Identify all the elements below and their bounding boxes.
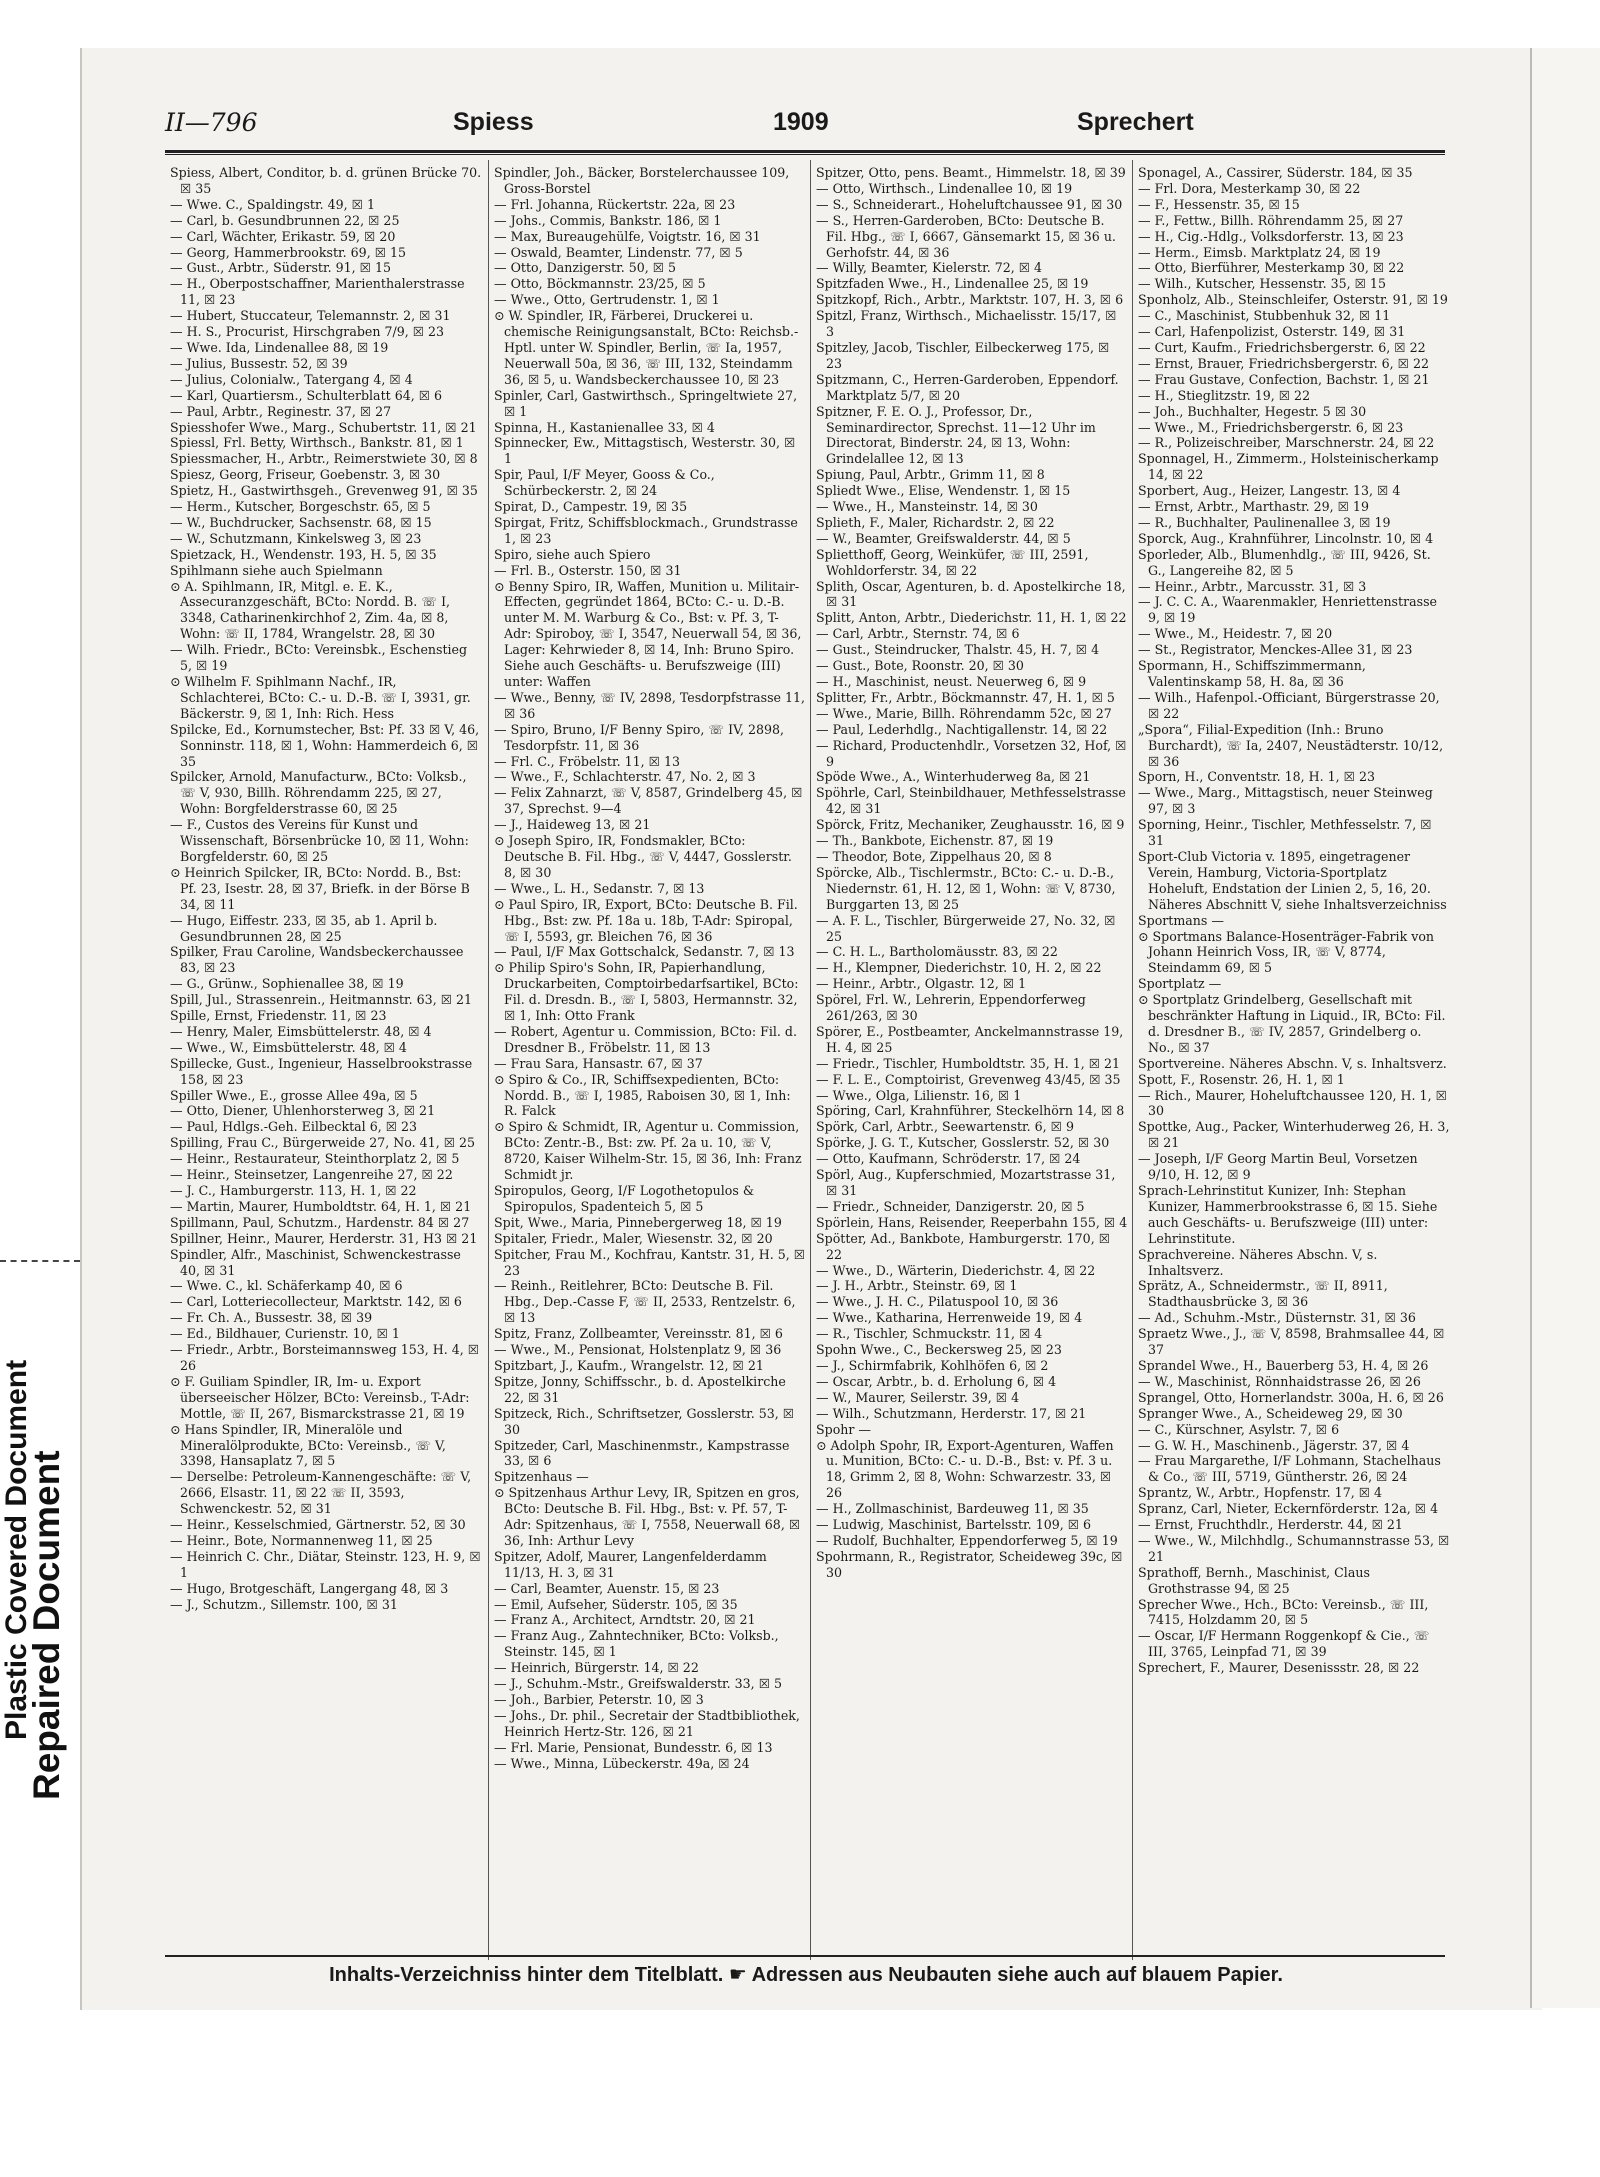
directory-entry: — R., Buchhalter, Paulinenallee 3, ☒ 19 — [1138, 514, 1391, 530]
directory-entry: ⊙ Sportplatz Grindelberg, Gesellschaft mit beschränkter Haftung in Liquid., IR, BCto: Fil. d. Dresdner B., ☏ IV, 2857, Grindelberg o. No., ☒ 37 — [1138, 992, 1446, 1055]
directory-entry: — Wwe. Ida, Lindenallee 88, ☒ 19 — [170, 339, 389, 355]
directory-entry: Spiller Wwe., E., grosse Allee 49a, ☒ 5 — [170, 1087, 418, 1103]
directory-entry: — Paul, Lederhdlg., Nachtigallenstr. 14, ☒ 22 — [816, 721, 1108, 737]
directory-entry: Spranger Wwe., A., Scheideweg 29, ☒ 30 — [1138, 1405, 1403, 1421]
directory-entry: Splith, Oscar, Agenturen, b. d. Apostelkirche 18, ☒ 31 — [816, 578, 1126, 610]
directory-entry: — Rich., Maurer, Hoheluftchaussee 120, H. 1, ☒ 30 — [1138, 1087, 1447, 1119]
directory-entry: Spinnecker, Ew., Mittagstisch, Westerstr. 30, ☒ 1 — [494, 435, 796, 467]
directory-entry: Sportvereine. Näheres Abschn. V, s. Inhaltsverz. — [1138, 1055, 1447, 1071]
directory-entry: — Hugo, Eiffestr. 233, ☒ 35, ab 1. April b. Gesundbrunnen 28, ☒ 25 — [170, 912, 438, 944]
directory-entry: — Joseph, I/F Georg Martin Beul, Vorsetzen 9/10, H. 12, ☒ 9 — [1138, 1151, 1418, 1183]
directory-entry: — Ernst, Arbtr., Marthastr. 29, ☒ 19 — [1138, 499, 1369, 515]
directory-entry: Sprechert, F., Maurer, Desenissstr. 28, ☒ 22 — [1138, 1660, 1420, 1676]
directory-entry: Sprantz, W., Arbtr., Hopfenstr. 17, ☒ 4 — [1138, 1485, 1383, 1501]
directory-entry: Spit, Wwe., Maria, Pinnebergerweg 18, ☒ 19 — [494, 1214, 782, 1230]
directory-entry: — J., Schirmfabrik, Kohlhöfen 6, ☒ 2 — [816, 1357, 1049, 1373]
directory-entry: — R., Polizeischreiber, Marschnerstr. 24, ☒ 22 — [1138, 435, 1435, 451]
directory-entry: — Carl, Hafenpolizist, Osterstr. 149, ☒ 31 — [1138, 324, 1406, 340]
directory-entry: Spitzmann, C., Herren-Garderoben, Eppendorf. Marktplatz 5/7, ☒ 20 — [816, 371, 1119, 403]
directory-entry: — Frau Sara, Hansastr. 67, ☒ 37 — [494, 1055, 703, 1071]
directory-entry: Spietz, H., Gastwirthsgeh., Grevenweg 91, ☒ 35 — [170, 483, 478, 499]
directory-entry: Sporn, H., Conventstr. 18, H. 1, ☒ 23 — [1138, 769, 1375, 785]
directory-entry: — Paul, I/F Max Gottschalck, Sedanstr. 7, ☒ 13 — [494, 944, 795, 960]
year: 1909 — [773, 108, 829, 136]
directory-entry: — Friedr., Schneider, Danzigerstr. 20, ☒ 5 — [816, 1198, 1085, 1214]
directory-entry: — F., Fettw., Billh. Röhrendamm 25, ☒ 27 — [1138, 212, 1404, 228]
directory-entry: Sprecher Wwe., Hch., BCto: Vereinsb., ☏ III, 7415, Holzdamm 20, ☒ 5 — [1138, 1596, 1429, 1628]
directory-entry: — Wilh., Schutzmann, Herderstr. 17, ☒ 21 — [816, 1405, 1087, 1421]
side-stamp — [0, 620, 80, 1800]
directory-entry: Spöring, Carl, Krahnführer, Steckelhörn 14, ☒ 8 — [816, 1103, 1125, 1119]
directory-column-3 — [816, 165, 1128, 1581]
directory-column-2 — [494, 165, 806, 1772]
directory-entry: — Carl, Lotteriecollecteur, Marktstr. 142, ☒ 6 — [170, 1294, 462, 1310]
directory-entry: — Wwe. C., Spaldingstr. 49, ☒ 1 — [170, 196, 375, 212]
directory-entry: Spraetz Wwe., J., ☏ V, 8598, Brahmsallee 44, ☒ 37 — [1138, 1326, 1445, 1358]
directory-entry: — Richard, Productenhdlr., Vorsetzen 32, Hof, ☒ 9 — [816, 737, 1127, 769]
directory-entry: — Wwe., F., Schlachterstr. 47, No. 2, ☒ 3 — [494, 769, 756, 785]
stamp-plastic-covered: Plastic Covered Document — [0, 1359, 33, 1740]
page-number: II—796 — [165, 108, 258, 137]
directory-entry: Spindler, Joh., Bäcker, Borstelerchaussee 109, Gross-Borstel — [494, 165, 790, 196]
directory-entry: — Max, Bureaugehülfe, Voigtstr. 16, ☒ 31 — [494, 228, 761, 244]
directory-entry: Spörke, J. G. T., Kutscher, Gosslerstr. 52, ☒ 30 — [816, 1135, 1110, 1151]
dashed-cut-line — [0, 1260, 80, 1262]
directory-entry: Spörck, Fritz, Mechaniker, Zeughausstr. 16, ☒ 9 — [816, 817, 1125, 833]
directory-entry: — F., Hessenstr. 35, ☒ 15 — [1138, 196, 1300, 212]
directory-entry: Sprangel, Otto, Hornerlandstr. 300a, H. 6, ☒ 26 — [1138, 1389, 1444, 1405]
directory-entry: — Ed., Bildhauer, Curienstr. 10, ☒ 1 — [170, 1326, 400, 1342]
directory-entry: Spilcker, Arnold, Manufacturw., BCto: Volksb., ☏ V, 930, Billh. Röhrendamm 225, ☒ 27, Wohn: Borgfelderstrasse 60, ☒ 25 — [170, 769, 467, 817]
directory-entry: — Rudolf, Buchhalter, Eppendorferweg 5, ☒ 19 — [816, 1532, 1118, 1548]
directory-entry: Spöhrle, Carl, Steinbildhauer, Methfesselstrasse 42, ☒ 31 — [816, 785, 1126, 817]
directory-entry: — S., Herren-Garderoben, BCto: Deutsche B. Fil. Hbg., ☏ I, 6667, Gänsemarkt 15, ☒ 36 u. Gerhofstr. 44, ☒ 36 — [816, 212, 1116, 260]
directory-entry: — H., Stieglitzstr. 19, ☒ 22 — [1138, 387, 1311, 403]
directory-entry: — Wwe., D., Wärterin, Diederichstr. 4, ☒ 22 — [816, 1262, 1096, 1278]
directory-entry: Spörk, Carl, Arbtr., Seewartenstr. 6, ☒ 9 — [816, 1119, 1074, 1135]
directory-entry: Spormann, H., Schiffszimmermann, Valentinskamp 58, H. 8a, ☒ 36 — [1138, 658, 1366, 689]
directory-entry: — Oswald, Beamter, Lindenstr. 77, ☒ 5 — [494, 244, 743, 260]
page-footer: Inhalts-Verzeichniss hinter dem Titelblatt. ☛ Adressen aus Neubauten siehe auch auf blauem Papier. — [329, 1964, 1283, 1986]
directory-entry: — Ernst, Brauer, Friedrichsbergerstr. 6, ☒ 22 — [1138, 355, 1429, 371]
directory-entry: Spillecke, Gust., Ingenieur, Hasselbrookstrasse 158, ☒ 23 — [170, 1055, 473, 1087]
directory-entry: Splitt, Anton, Arbtr., Diederichstr. 11, H. 1, ☒ 22 — [816, 610, 1127, 626]
directory-entry: — Ernst, Fruchthdlr., Herderstr. 44, ☒ 21 — [1138, 1517, 1403, 1533]
directory-entry: — Heinr., Restaurateur, Steinthorplatz 2, ☒ 5 — [170, 1151, 460, 1167]
directory-entry: — Wwe., Marie, Billh. Röhrendamm 52c, ☒ 27 — [816, 705, 1112, 721]
directory-entry: — H., Maschinist, neust. Neuerweg 6, ☒ 9 — [816, 674, 1087, 689]
directory-entry: — Otto, Danzigerstr. 50, ☒ 5 — [494, 260, 677, 276]
directory-entry: Spitzer, Adolf, Maurer, Langenfelderdamm 11/13, H. 3, ☒ 31 — [494, 1548, 767, 1580]
directory-entry: Sprathoff, Bernh., Maschinist, Claus Grothstrasse 94, ☒ 25 — [1138, 1564, 1370, 1596]
directory-entry: — Frl. Johanna, Rückertstr. 22a, ☒ 23 — [494, 196, 736, 212]
directory-entry: ⊙ Philip Spiro's Sohn, IR, Papierhandlung, Druckarbeiten, Comptoirbedarfsartikel, BCto: Fil. d. Dresdn. B., ☏ I, 5803, Hermannstr. 32, ☒ 1, Inh: Otto Frank — [494, 960, 799, 1024]
directory-entry: — Th., Bankbote, Eichenstr. 87, ☒ 19 — [816, 833, 1054, 849]
background — [0, 0, 1600, 40]
directory-entry: Spinler, Carl, Gastwirthsch., Springeltwiete 27, ☒ 1 — [494, 387, 798, 419]
directory-entry: ⊙ Heinrich Spilcker, IR, BCto: Nordd. B., Bst: Pf. 23, Isestr. 28, ☒ 37, Briefk. in der Börse B 34, ☒ 11 — [170, 864, 470, 912]
directory-entry: Splietthoff, Georg, Weinküfer, ☏ III, 2591, Wohldorferstr. 34, ☒ 22 — [816, 546, 1089, 578]
directory-entry: — Heinr., Arbtr., Marcusstr. 31, ☒ 3 — [1138, 578, 1367, 594]
directory-entry: Spitzeder, Carl, Maschinenmstr., Kampstrasse 33, ☒ 6 — [494, 1437, 790, 1469]
directory-entry: — W., Buchdrucker, Sachsenstr. 68, ☒ 15 — [170, 514, 432, 530]
directory-entry: — Heinr., Kesselschmied, Gärtnerstr. 52, ☒ 30 — [170, 1517, 466, 1533]
directory-entry: Spietzack, H., Wendenstr. 193, H. 5, ☒ 35 — [170, 546, 437, 562]
directory-entry: — Wwe., Benny, ☏ IV, 2898, Tesdorpfstrasse 11, ☒ 36 — [494, 689, 806, 721]
directory-entry: Spinna, H., Kastanienallee 33, ☒ 4 — [494, 419, 715, 435]
directory-entry: Spiesshofer Wwe., Marg., Schubertstr. 11, ☒ 21 — [170, 419, 477, 435]
directory-entry: — Frl. Dora, Mesterkamp 30, ☒ 22 — [1138, 180, 1361, 196]
directory-entry: — J., Schutzm., Sillemstr. 100, ☒ 31 — [170, 1596, 398, 1612]
directory-entry: ⊙ Paul Spiro, IR, Export, BCto: Deutsche B. Fil. Hbg., Bst: zw. Pf. 18a u. 18b, T-Adr: Spiropal, ☏ I, 5593, gr. Bleichen 76, ☒ 36 — [494, 896, 798, 944]
directory-entry: — Otto, Böckmannstr. 23/25, ☒ 5 — [494, 276, 706, 292]
directory-entry: — Wwe., W., Eimsbüttelerstr. 48, ☒ 4 — [170, 1039, 407, 1055]
directory-entry: — Spiro, Bruno, I/F Benny Spiro, ☏ IV, 2898, Tesdorpfstr. 11, ☒ 36 — [494, 721, 785, 753]
directory-entry: Spir, Paul, I/F Meyer, Gooss & Co., Schürbeckerstr. 2, ☒ 24 — [494, 467, 715, 499]
directory-entry: — Wwe., Otto, Gertrudenstr. 1, ☒ 1 — [494, 292, 720, 308]
directory-entry: — R., Tischler, Schmuckstr. 11, ☒ 4 — [816, 1326, 1043, 1342]
directory-entry: Spötter, Ad., Bankbote, Hamburgerstr. 170, ☒ 22 — [816, 1230, 1110, 1262]
directory-entry: — G. W. H., Maschinenb., Jägerstr. 37, ☒ 4 — [1138, 1437, 1410, 1453]
directory-entry: Spillmann, Paul, Schutzm., Hardenstr. 84 ☒ 27 — [170, 1214, 470, 1230]
directory-entry: — Wilh., Kutscher, Hessenstr. 35, ☒ 15 — [1138, 276, 1386, 292]
directory-entry: — Carl, Wächter, Erikastr. 59, ☒ 20 — [170, 228, 396, 244]
directory-entry: — H., Cig.-Hdlg., Volksdorferstr. 13, ☒ 23 — [1138, 228, 1404, 244]
directory-entry: Sponagel, A., Cassirer, Süderstr. 184, ☒ 35 — [1138, 165, 1413, 180]
directory-entry: ⊙ Spitzenhaus Arthur Levy, IR, Spitzen en gros, BCto: Deutsche B. Fil. Hbg., Bst: v. Pf. 57, T-Adr: Spitzenhaus, ☏ I, 7558, Neuerwall 68, ☒ 36, Inh: Arthur Levy — [494, 1485, 801, 1548]
directory-entry: Spitze, Jonny, Schiffsschr., b. d. Apostelkirche 22, ☒ 31 — [494, 1373, 786, 1405]
directory-entry: ⊙ Benny Spiro, IR, Waffen, Munition u. Militair-Effecten, gegründet 1864, BCto: C.- u. D.-B. unter M. M. Warburg & Co., Bst: v. Pf. 3, T-Adr: Spiroboy, ☏ I, 3547, Neuerwall 54, ☒ 36, Lager: Kehrwieder 8, ☒ 14, Inh: Bruno Spiro. Siehe auch Geschäfts- u. Berufszweige (III) unter: Waffen — [494, 578, 802, 689]
directory-entry: Spindler, Alfr., Maschinist, Schwenckestrasse 40, ☒ 31 — [170, 1246, 461, 1278]
directory-entry: ⊙ W. Spindler, IR, Färberei, Druckerei u. chemische Reinigungsanstalt, BCto: Reichsb.-Hptl. unter W. Spindler, Berlin, ☏ Ia, 1957, Neuerwall 50a, ☒ 36, ☏ III, 132, Steindamm 36, ☒ 5, u. Wandsbeckerchaussee 10, ☒ 23 — [494, 308, 799, 387]
directory-entry: ⊙ Wilhelm F. Spihlmann Nachf., IR, Schlachterei, BCto: C.- u. D.-B. ☏ I, 3931, gr. Bäckerstr. 9, ☒ 1, Inh: Rich. Hess — [170, 674, 471, 721]
directory-entry: — Wwe., Katharina, Herrenweide 19, ☒ 4 — [816, 1310, 1083, 1326]
directory-entry: Spihlmann siehe auch Spielmann — [170, 562, 383, 578]
directory-entry: — W., Maschinist, Rönnhaidstrasse 26, ☒ 26 — [1138, 1373, 1421, 1389]
directory-entry: ⊙ Hans Spindler, IR, Mineralöle und Mineralölprodukte, BCto: Vereinsb., ☏ V, 3398, Hansaplatz 7, ☒ 5 — [170, 1421, 446, 1469]
directory-entry: Spiesz, Georg, Friseur, Goebenstr. 3, ☒ 30 — [170, 467, 441, 483]
directory-entry: Spottke, Aug., Packer, Winterhuderweg 26, H. 3, ☒ 21 — [1138, 1119, 1450, 1151]
directory-entry: — Otto, Kaufmann, Schröderstr. 17, ☒ 24 — [816, 1151, 1081, 1167]
directory-entry: Spiess, Albert, Conditor, b. d. grünen Brücke 70. ☒ 35 — [170, 165, 482, 196]
directory-entry: — J. C., Hamburgerstr. 113, H. 1, ☒ 22 — [170, 1183, 417, 1198]
directory-entry: Spörcke, Alb., Tischlermstr., BCto: C.- u. D.-B., Niedernstr. 61, H. 12, ☒ 1, Wohn: ☏ V, 8730, Burggarten 13, ☒ 25 — [816, 864, 1116, 912]
directory-entry: Spörl, Aug., Kupferschmied, Mozartstrasse 31, ☒ 31 — [816, 1167, 1116, 1198]
directory-entry: ⊙ Adolph Spohr, IR, Export-Agenturen, Waffen u. Munition, BCto: C.- u. D.-B., Bst: v. Pf. 3 u. 18, Grimm 2, ☒ 8, Wohn: Schwarzestr. 33, ☒ 26 — [816, 1437, 1114, 1501]
directory-entry: — Karl, Quartiersm., Schulterblatt 64, ☒ 6 — [170, 387, 443, 403]
directory-entry: — Ludwig, Maschinist, Bartelsstr. 109, ☒ 6 — [816, 1517, 1092, 1533]
directory-entry: — H., Oberpostschaffner, Marienthalerstrasse 11, ☒ 23 — [170, 276, 465, 308]
directory-entry: — Gust., Bote, Roonstr. 20, ☒ 30 — [816, 658, 1024, 674]
directory-entry: — G., Grünw., Sophienallee 38, ☒ 19 — [170, 976, 404, 992]
directory-column-4 — [1138, 165, 1450, 1676]
directory-entry: ⊙ A. Spihlmann, IR, Mitgl. e. E. K., Assecuranzgeschäft, BCto: Nordd. B. ☏ I, 3348, Catharinenkirchhof 2, Zim. 4a, ☒ 8, Wohn: ☏ II, 1784, Wrangelstr. 28, ☒ 30 — [170, 578, 451, 642]
directory-entry: Sprätz, A., Schneidermstr., ☏ II, 8911, Stadthausbrücke 3, ☒ 36 — [1138, 1278, 1388, 1310]
directory-entry: — Carl, b. Gesundbrunnen 22, ☒ 25 — [170, 212, 400, 228]
directory-entry: — Martin, Maurer, Humboldtstr. 64, H. 1, ☒ 21 — [170, 1198, 472, 1214]
directory-entry: — H. S., Procurist, Hirschgraben 7/9, ☒ 23 — [170, 324, 445, 340]
directory-entry: — W., Beamter, Greifswalderstr. 44, ☒ 5 — [816, 530, 1071, 546]
directory-entry: — Otto, Wirthsch., Lindenallee 10, ☒ 19 — [816, 180, 1073, 196]
directory-entry: — Ad., Schuhm.-Mstr., Düsternstr. 31, ☒ 36 — [1138, 1310, 1416, 1326]
directory-entry: Splitter, Fr., Arbtr., Böckmannstr. 47, H. 1, ☒ 5 — [816, 689, 1115, 705]
directory-entry: Spohr — — [816, 1421, 871, 1437]
directory-entry: Sport-Club Victoria v. 1895, eingetragener Verein, Hamburg, Victoria-Sportplatz Hoheluft, Endstation der Linien 2, 5, 16, 20. Näheres Abschnitt V, siehe Inhaltsverzeichniss — [1138, 848, 1447, 912]
directory-entry: Sportmans — — [1138, 912, 1224, 928]
directory-entry: Sponnagel, H., Zimmerm., Holsteinischerkamp 14, ☒ 22 — [1138, 451, 1439, 483]
directory-entry: Spörlein, Hans, Reisender, Reeperbahn 155, ☒ 4 — [816, 1214, 1128, 1230]
directory-entry: — Wwe., W., Milchhdlg., Schumannstrasse 53, ☒ 21 — [1138, 1532, 1450, 1564]
directory-entry: — Gust., Steindrucker, Thalstr. 45, H. 7, ☒ 4 — [816, 642, 1100, 658]
directory-entry: Spitz, Franz, Zollbeamter, Vereinsstr. 81, ☒ 6 — [494, 1326, 783, 1342]
directory-entry: — Reinh., Reitlehrer, BCto: Deutsche B. Fil. Hbg., Dep.-Casse F, ☏ II, 2533, Rentzelstr. 6, ☒ 13 — [494, 1278, 796, 1326]
directory-entry: — Wwe., Minna, Lübeckerstr. 49a, ☒ 24 — [494, 1755, 750, 1771]
directory-entry: — Georg, Hammerbrookstr. 69, ☒ 15 — [170, 244, 407, 260]
directory-entry: — H., Klempner, Diederichstr. 10, H. 2, ☒ 22 — [816, 960, 1102, 976]
directory-entry: — Wwe., M., Pensionat, Holstenplatz 9, ☒ 36 — [494, 1342, 782, 1358]
page-header — [165, 108, 1447, 146]
directory-entry: — C., Maschinist, Stubbenhuk 32, ☒ 11 — [1138, 308, 1391, 324]
directory-entry: Spitzkopf, Rich., Arbtr., Marktstr. 107, H. 3, ☒ 6 — [816, 292, 1124, 308]
directory-entry: Spilling, Frau C., Bürgerweide 27, No. 41, ☒ 25 — [170, 1135, 476, 1151]
directory-entry: — C., Kürschner, Asylstr. 7, ☒ 6 — [1138, 1421, 1340, 1437]
directory-entry: — Oscar, Arbtr., b. d. Erholung 6, ☒ 4 — [816, 1373, 1057, 1389]
directory-entry: — Derselbe: Petroleum-Kannengeschäfte: ☏ V, 2666, Elsastr. 11, ☒ 22 ☏ II, 3593, Schwenckestr. 52, ☒ 31 — [170, 1469, 472, 1517]
directory-entry: — Heinr., Bote, Normannenweg 11, ☒ 25 — [170, 1532, 433, 1548]
directory-entry: — J. C. C. A., Waarenmakler, Henriettenstrasse 9, ☒ 19 — [1138, 594, 1437, 626]
directory-entry: — Wwe., M., Friedrichsbergerstr. 6, ☒ 23 — [1138, 419, 1404, 435]
directory-entry: Spitzenhaus — — [494, 1469, 589, 1485]
directory-entry: Spirat, D., Campestr. 19, ☒ 35 — [494, 499, 688, 515]
directory-entry: Spöde Wwe., A., Winterhuderweg 8a, ☒ 21 — [816, 769, 1091, 785]
directory-entry: — W., Schutzmann, Kinkelsweg 3, ☒ 23 — [170, 530, 422, 546]
directory-entry: Spitzeck, Rich., Schriftsetzer, Gosslerstr. 53, ☒ 30 — [494, 1405, 795, 1437]
directory-entry: Sponholz, Alb., Steinschleifer, Osterstr. 91, ☒ 19 — [1138, 292, 1448, 308]
directory-entry: Spiung, Paul, Arbtr., Grimm 11, ☒ 8 — [816, 467, 1045, 483]
column-separator — [810, 160, 811, 1960]
directory-entry: — Joh., Barbier, Peterstr. 10, ☒ 3 — [494, 1692, 704, 1707]
directory-entry: — Paul, Hdlgs.-Geh. Eilbecktal 6, ☒ 23 — [170, 1119, 418, 1135]
directory-entry: — Frl. Marie, Pensionat, Bundesstr. 6, ☒ 13 — [494, 1739, 773, 1755]
directory-entry: — Robert, Agentur u. Commission, BCto: Fil. d. Dresdner B., Fröbelstr. 11, ☒ 13 — [494, 1023, 797, 1055]
right-guide-word: Sprechert — [1077, 108, 1194, 136]
directory-entry: — J., Haideweg 13, ☒ 21 — [494, 817, 651, 833]
stamp-repaired: Repaired Document — [26, 1450, 67, 1800]
directory-entry: ⊙ Spiro & Co., IR, Schiffsexpedienten, BCto: Nordd. B., ☏ I, 1985, Raboisen 30, ☒ 1, Inh: R. Falck — [494, 1071, 791, 1119]
directory-entry: — Wwe., M., Heidestr. 7, ☒ 20 — [1138, 626, 1333, 642]
directory-entry: — F. L. E., Comptoirist, Grevenweg 43/45, ☒ 35 — [816, 1071, 1121, 1087]
directory-entry: Sportplatz — — [1138, 976, 1222, 992]
directory-column-1 — [170, 165, 482, 1612]
directory-entry: — Otto, Bierführer, Mesterkamp 30, ☒ 22 — [1138, 260, 1405, 276]
directory-entry: Splieth, F., Maler, Richardstr. 2, ☒ 22 — [816, 514, 1055, 530]
directory-entry: — Hugo, Brotgeschäft, Langergang 48, ☒ 3 — [170, 1580, 449, 1596]
directory-entry: Sprandel Wwe., H., Bauerberg 53, H. 4, ☒ 26 — [1138, 1357, 1429, 1373]
directory-entry: — Wwe., Marg., Mittagstisch, neuer Steinweg 97, ☒ 3 — [1138, 785, 1433, 817]
directory-entry: — Johs., Commis, Bankstr. 186, ☒ 1 — [494, 212, 722, 228]
directory-entry: Spilcke, Ed., Kornumstecher, Bst: Pf. 33 ☒ V, 46, Sonninstr. 118, ☒ 1, Wohn: Hammerdeich 6, ☒ 35 — [170, 721, 480, 769]
directory-entry: ⊙ F. Guiliam Spindler, IR, Im- u. Export überseeischer Hölzer, BCto: Vereinsb., T-Adr: Mottle, ☏ II, 267, Bismarckstrasse 21, ☒ 19 — [170, 1373, 470, 1421]
directory-entry: — W., Maurer, Seilerstr. 39, ☒ 4 — [816, 1389, 1020, 1405]
directory-entry: Sporck, Aug., Krahnführer, Lincolnstr. 10, ☒ 4 — [1138, 530, 1434, 546]
directory-entry: ⊙ Spiro & Schmidt, IR, Agentur u. Commission, BCto: Zentr.-B., Bst: zw. Pf. 2a u. 10, ☏ V, 8720, Kaiser Wilhelm-Str. 15, ☒ 36, Inh: Franz Schmidt jr. — [494, 1119, 802, 1183]
header-rule — [165, 150, 1445, 153]
directory-entry: — St., Registrator, Menckes-Allee 31, ☒ 23 — [1138, 642, 1413, 658]
directory-entry: Spohn Wwe., C., Beckersweg 25, ☒ 23 — [816, 1342, 1062, 1358]
directory-entry: — Theodor, Bote, Zippelhaus 20, ☒ 8 — [816, 848, 1052, 864]
directory-entry: Spörel, Frl. W., Lehrerin, Eppendorferweg 261/263, ☒ 30 — [816, 992, 1086, 1024]
directory-entry: — Willy, Beamter, Kielerstr. 72, ☒ 4 — [816, 260, 1043, 276]
directory-entry: — Gust., Arbtr., Süderstr. 91, ☒ 15 — [170, 260, 391, 276]
directory-entry: — Wwe., H., Mansteinstr. 14, ☒ 30 — [816, 499, 1038, 515]
header-rule-thin — [165, 154, 1445, 155]
directory-entry: — Fr. Ch. A., Bussestr. 38, ☒ 39 — [170, 1310, 373, 1326]
directory-entry: Spille, Ernst, Friedenstr. 11, ☒ 23 — [170, 1008, 387, 1024]
directory-entry: — F., Custos des Vereins für Kunst und Wissenschaft, Börsenbrücke 10, ☒ 11, Wohn: Borgfelderstr. 60, ☒ 25 — [170, 817, 469, 864]
directory-entry: Sporleder, Alb., Blumenhdlg., ☏ III, 9426, St. G., Langereihe 82, ☒ 5 — [1138, 546, 1431, 578]
directory-entry: — Emil, Aufseher, Süderstr. 105, ☒ 35 — [494, 1596, 738, 1612]
directory-entry: — Wwe., Olga, Lilienstr. 16, ☒ 1 — [816, 1087, 1022, 1103]
footer-rule — [165, 1955, 1445, 1957]
directory-entry: Spiessmacher, H., Arbtr., Reimerstwiete 30, ☒ 8 — [170, 451, 478, 467]
directory-entry: — Friedr., Tischler, Humboldtstr. 35, H. 1, ☒ 21 — [816, 1055, 1121, 1071]
directory-entry: Spill, Jul., Strassenrein., Heitmannstr. 63, ☒ 21 — [170, 992, 473, 1008]
directory-entry: Spliedt Wwe., Elise, Wendenstr. 1, ☒ 15 — [816, 483, 1071, 499]
directory-entry: — Henry, Maler, Eimsbüttelerstr. 48, ☒ 4 — [170, 1023, 432, 1039]
directory-entry: Sporning, Heinr., Tischler, Methfesselstr. 7, ☒ 31 — [1138, 817, 1432, 849]
directory-entry: — Hubert, Stuccateur, Telemannstr. 2, ☒ 31 — [170, 308, 451, 324]
directory-entry: — Frl. C., Fröbelstr. 11, ☒ 13 — [494, 753, 680, 769]
directory-entry: — Heinrich, Bürgerstr. 14, ☒ 22 — [494, 1660, 699, 1676]
directory-entry: Spillner, Heinr., Maurer, Herderstr. 31, H3 ☒ 21 — [170, 1230, 478, 1246]
directory-entry: — Julius, Bussestr. 52, ☒ 39 — [170, 355, 348, 371]
directory-entry: — Wwe. C., kl. Schäferkamp 40, ☒ 6 — [170, 1278, 403, 1294]
directory-entry: Spitcher, Frau M., Kochfrau, Kantstr. 31, H. 5, ☒ 23 — [494, 1246, 806, 1278]
directory-entry: — Carl, Arbtr., Sternstr. 74, ☒ 6 — [816, 626, 1020, 642]
directory-entry: — Franz A., Architect, Arndtstr. 20, ☒ 21 — [494, 1612, 756, 1628]
directory-entry: — H., Zollmaschinist, Bardeuweg 11, ☒ 35 — [816, 1501, 1089, 1517]
directory-entry: — S., Schneiderart., Hoheluftchaussee 91, ☒ 30 — [816, 196, 1123, 212]
directory-entry: Spiro, siehe auch Spiero — [494, 546, 651, 562]
directory-entry: — J., Schuhm.-Mstr., Greifswalderstr. 33, ☒ 5 — [494, 1676, 782, 1692]
directory-entry: Spitzley, Jacob, Tischler, Eilbeckerweg 175, ☒ 23 — [816, 339, 1110, 371]
directory-entry: Sprach-Lehrinstitut Kunizer, Inh: Stephan Kunizer, Hammerbrookstrasse 6, ☒ 15. Siehe auch Geschäfts- u. Berufszweige (III) unter: Lehrinstitute. — [1138, 1183, 1438, 1246]
directory-entry: ⊙ Joseph Spiro, IR, Fondsmakler, BCto: Deutsche B. Fil. Hbg., ☏ V, 4447, Gosslerstr. 8, ☒ 30 — [494, 833, 792, 880]
directory-entry: — Wilh. Friedr., BCto: Vereinsbk., Eschenstieg 5, ☒ 19 — [170, 642, 468, 674]
left-guide-word: Spiess — [453, 108, 534, 136]
directory-entry: Sprachvereine. Näheres Abschn. V, s. Inhaltsverz. — [1138, 1246, 1378, 1278]
directory-entry: Spitzner, F. E. O. J., Professor, Dr., Seminardirector, Sprechst. 11—12 Uhr im Directorat, Binderstr. 24, ☒ 13, Wohn: Grindelallee 12, ☒ 13 — [816, 403, 1096, 467]
column-separator — [1132, 160, 1133, 1960]
directory-entry: — Frl. B., Osterstr. 150, ☒ 31 — [494, 562, 682, 578]
directory-entry: — Joh., Buchhalter, Hegestr. 5 ☒ 30 — [1138, 403, 1367, 419]
directory-entry: Spitzer, Otto, pens. Beamt., Himmelstr. 18, ☒ 39 — [816, 165, 1126, 180]
directory-entry: — Herm., Kutscher, Borgeschstr. 65, ☒ 5 — [170, 499, 431, 515]
adjacent-page-edge — [1530, 48, 1600, 2008]
directory-entry: — Heinrich C. Chr., Diätar, Steinstr. 123, H. 9, ☒ 1 — [170, 1548, 481, 1580]
directory-entry: Spott, F., Rosenstr. 26, H. 1, ☒ 1 — [1138, 1071, 1345, 1087]
directory-entry: Spohrmann, R., Registrator, Scheideweg 39c, ☒ 30 — [816, 1548, 1123, 1580]
directory-entry: — Friedr., Arbtr., Borsteimannsweg 153, H. 4, ☒ 26 — [170, 1342, 480, 1373]
directory-entry: — Franz Aug., Zahntechniker, BCto: Volksb., Steinstr. 145, ☒ 1 — [494, 1628, 779, 1660]
directory-entry: — Wwe., J. H. C., Pilatuspool 10, ☒ 36 — [816, 1294, 1059, 1310]
directory-entry: Spitzfaden Wwe., H., Lindenallee 25, ☒ 19 — [816, 276, 1089, 292]
directory-entry: — A. F. L., Tischler, Bürgerweide 27, No. 32, ☒ 25 — [816, 912, 1116, 944]
directory-entry: Spiessl, Frl. Betty, Wirthsch., Bankstr. 81, ☒ 1 — [170, 435, 464, 451]
directory-entry: — Heinr., Arbtr., Olgastr. 12, ☒ 1 — [816, 976, 1027, 992]
directory-entry: — Frau Gustave, Confection, Bachstr. 1, ☒ 21 — [1138, 371, 1430, 387]
directory-entry: Spitaler, Friedr., Maler, Wiesenstr. 32, ☒ 20 — [494, 1230, 773, 1246]
directory-entry: — Otto, Diener, Uhlenhorsterweg 3, ☒ 21 — [170, 1103, 436, 1119]
directory-entry: ⊙ Sportmans Balance-Hosenträger-Fabrik von Johann Heinrich Voss, IR, ☏ V, 8774, Steindamm 69, ☒ 5 — [1138, 928, 1435, 976]
directory-entry: Spörer, E., Postbeamter, Anckelmannstrasse 19, H. 4, ☒ 25 — [816, 1023, 1124, 1055]
directory-entry: Spitzbart, J., Kaufm., Wrangelstr. 12, ☒ 21 — [494, 1357, 764, 1373]
directory-entry: — Julius, Colonialw., Tatergang 4, ☒ 4 — [170, 371, 413, 387]
directory-entry: „Spora“, Filial-Expedition (Inh.: Bruno Burchardt), ☏ Ia, 2407, Neustädterstr. 10/12, ☒ 36 — [1138, 721, 1444, 769]
directory-entry: Spilker, Frau Caroline, Wandsbeckerchaussee 83, ☒ 23 — [170, 944, 464, 976]
directory-entry: — Curt, Kaufm., Friedrichsbergerstr. 6, ☒ 22 — [1138, 339, 1426, 355]
directory-entry: — Felix Zahnarzt, ☏ V, 8587, Grindelberg 45, ☒ 37, Sprechst. 9—4 — [494, 785, 803, 817]
directory-entry: — Carl, Beamter, Auenstr. 15, ☒ 23 — [494, 1580, 720, 1596]
directory-entry: — Johs., Dr. phil., Secretair der Stadtbibliothek, Heinrich Hertz-Str. 126, ☒ 21 — [494, 1707, 800, 1739]
directory-entry: Spirgat, Fritz, Schiffsblockmach., Grundstrasse 1, ☒ 23 — [494, 514, 798, 546]
directory-entry: — Paul, Arbtr., Reginestr. 37, ☒ 27 — [170, 403, 392, 419]
directory-entry: — Wilh., Hafenpol.-Officiant, Bürgerstrasse 20, ☒ 22 — [1138, 689, 1440, 721]
directory-entry: — Herm., Eimsb. Marktplatz 24, ☒ 19 — [1138, 244, 1381, 260]
directory-entry: — Oscar, I/F Hermann Roggenkopf & Cie., ☏ III, 3765, Leinpfad 71, ☒ 39 — [1138, 1628, 1430, 1660]
directory-entry: — Frau Margarethe, I/F Lohmann, Stachelhaus & Co., ☏ III, 5719, Güntherstr. 26, ☒ 24 — [1138, 1453, 1441, 1485]
directory-entry: Sporbert, Aug., Heizer, Langestr. 13, ☒ 4 — [1138, 483, 1401, 499]
directory-entry: Spranz, Carl, Nieter, Eckernförderstr. 12a, ☒ 4 — [1138, 1501, 1439, 1517]
directory-entry: Spitzl, Franz, Wirthsch., Michaelisstr. 15/17, ☒ 3 — [816, 308, 1117, 340]
directory-entry: — J. H., Arbtr., Steinstr. 69, ☒ 1 — [816, 1278, 1018, 1294]
column-separator — [488, 160, 489, 1960]
directory-entry: Spiropulos, Georg, I/F Logothetopulos & Spiropulos, Spadenteich 5, ☒ 5 — [494, 1183, 755, 1214]
directory-entry: — C. H. L., Bartholomäusstr. 83, ☒ 22 — [816, 944, 1058, 960]
directory-entry: — Wwe., L. H., Sedanstr. 7, ☒ 13 — [494, 880, 705, 896]
directory-entry: — Heinr., Steinsetzer, Langenreihe 27, ☒ 22 — [170, 1167, 453, 1183]
